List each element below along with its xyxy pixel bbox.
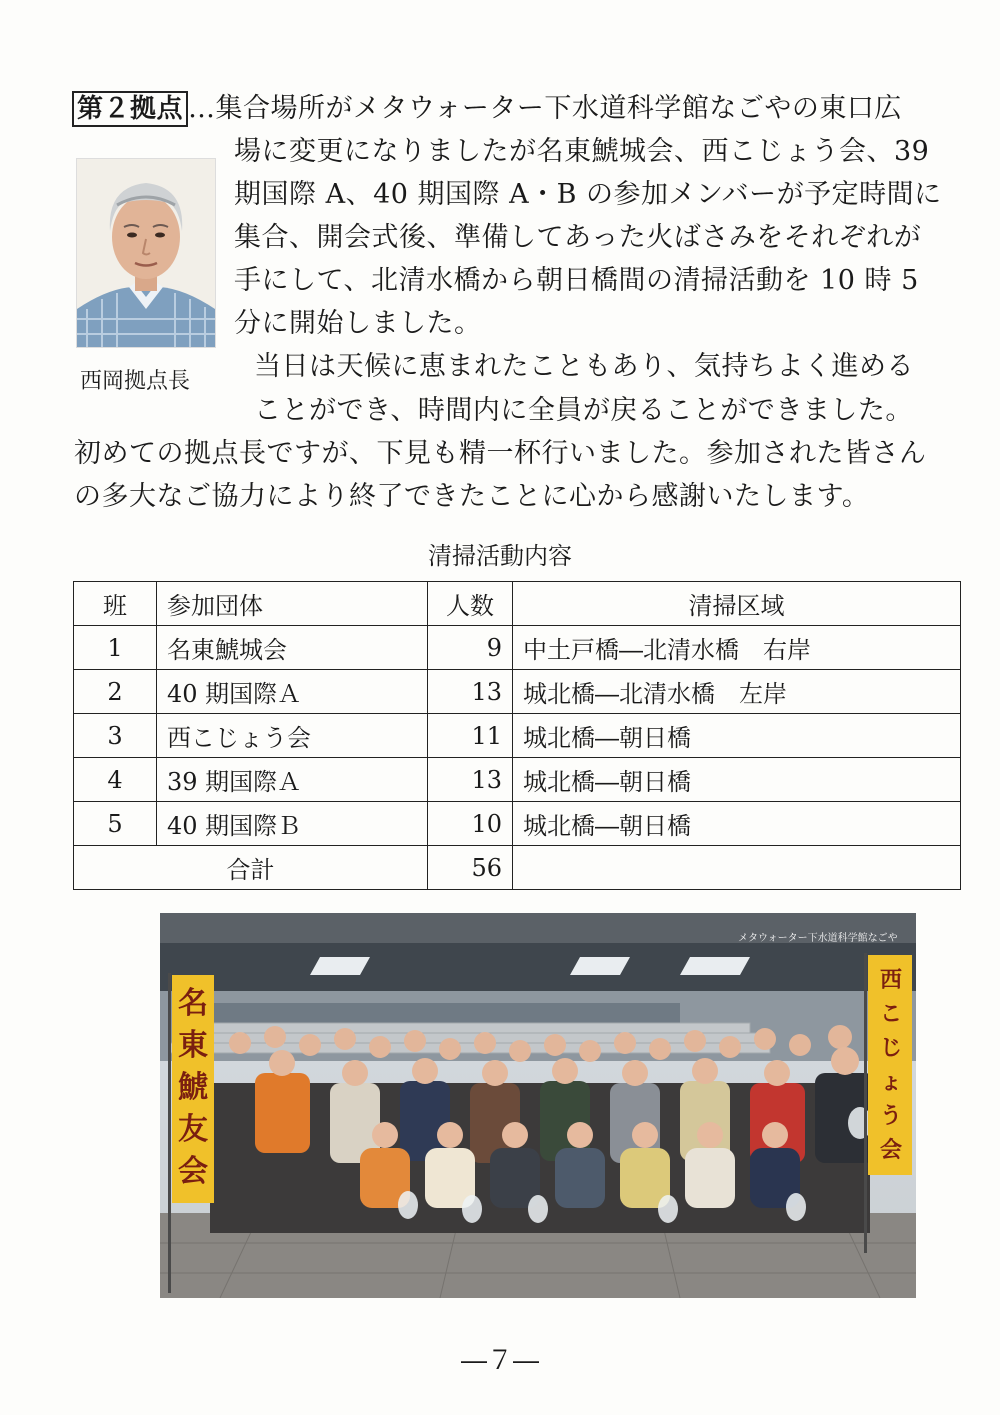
cell-count: 10 xyxy=(428,802,513,846)
cell-count: 9 xyxy=(428,626,513,670)
intro-line-3: 期国際 A、40 期国際 A・B の参加メンバーが予定時間に xyxy=(234,179,942,210)
cell-area: 城北橋―朝日橋 xyxy=(513,758,961,802)
group-photo xyxy=(160,913,916,1298)
header-group: 参加団体 xyxy=(157,582,428,626)
header-area: 清掃区域 xyxy=(513,582,961,626)
cell-group: 40 期国際Ａ xyxy=(157,670,428,714)
table-row xyxy=(74,670,961,714)
cell-area: 城北橋―朝日橋 xyxy=(513,714,961,758)
banner-left-text: 名東鯱友会 xyxy=(178,986,208,1189)
cell-group: 40 期国際Ｂ xyxy=(157,802,428,846)
portrait-image xyxy=(77,159,215,347)
table-total-row xyxy=(74,846,961,890)
intro-line-6: 分に開始しました。 xyxy=(234,308,482,339)
cell-team: 4 xyxy=(74,758,157,802)
total-value: 56 xyxy=(428,846,513,890)
intro-line-9: 初めての拠点長ですが、下見も精一杯行いました。参加された皆さん xyxy=(74,438,927,469)
cell-area: 城北橋―北清水橋 左岸 xyxy=(513,670,961,714)
cell-team: 2 xyxy=(74,670,157,714)
table-row xyxy=(74,802,961,846)
table-header-row xyxy=(74,582,961,626)
cell-team: 1 xyxy=(74,626,157,670)
section-label: 第２拠点 xyxy=(72,91,188,127)
portrait-photo xyxy=(76,158,216,348)
total-label: 合計 xyxy=(74,846,428,890)
cell-count: 13 xyxy=(428,758,513,802)
table-row xyxy=(74,626,961,670)
intro-line-5: 手にして、北清水橋から朝日橋間の清掃活動を 10 時 5 xyxy=(234,265,919,296)
cell-count: 11 xyxy=(428,714,513,758)
header-team: 班 xyxy=(74,582,157,626)
table-title: 清掃活動内容 xyxy=(428,542,572,570)
cell-group: 西こじょう会 xyxy=(157,714,428,758)
cell-area: 中土戸橋―北清水橋 右岸 xyxy=(513,626,961,670)
cell-area: 城北橋―朝日橋 xyxy=(513,802,961,846)
cell-group: 名東鯱城会 xyxy=(157,626,428,670)
intro-line-7: 当日は天候に恵まれたこともあり、気持ちよく進める xyxy=(254,351,914,382)
total-area-empty xyxy=(513,846,961,890)
header-count: 人数 xyxy=(428,582,513,626)
intro-line-10: の多大なご協力により終了できたことに心から感謝いたします。 xyxy=(74,481,870,512)
cell-team: 5 xyxy=(74,802,157,846)
page-number: ―７― xyxy=(460,1346,539,1376)
cell-group: 39 期国際Ａ xyxy=(157,758,428,802)
intro-line-4: 集合、開会式後、準備してあった火ばさみをそれぞれが xyxy=(234,222,922,253)
cell-team: 3 xyxy=(74,714,157,758)
portrait-caption: 西岡拠点長 xyxy=(80,369,191,394)
intro-line-2: 場に変更になりましたが名東鯱城会、西こじょう会、39 xyxy=(234,136,930,167)
table-row xyxy=(74,714,961,758)
cell-count: 13 xyxy=(428,670,513,714)
table-row xyxy=(74,758,961,802)
intro-line-8: ことができ、時間内に全員が戻ることができました。 xyxy=(254,395,913,426)
building-sign: メタウォーター下水道科学館なごや xyxy=(738,933,898,944)
group-photo-image xyxy=(160,913,916,1298)
banner-right-text: 西こじょう会 xyxy=(879,967,902,1163)
activity-table xyxy=(73,581,961,890)
intro-line-1: 第２拠点 …集合場所がメタウォーター下水道科学館なごやの東口広 xyxy=(72,91,902,127)
